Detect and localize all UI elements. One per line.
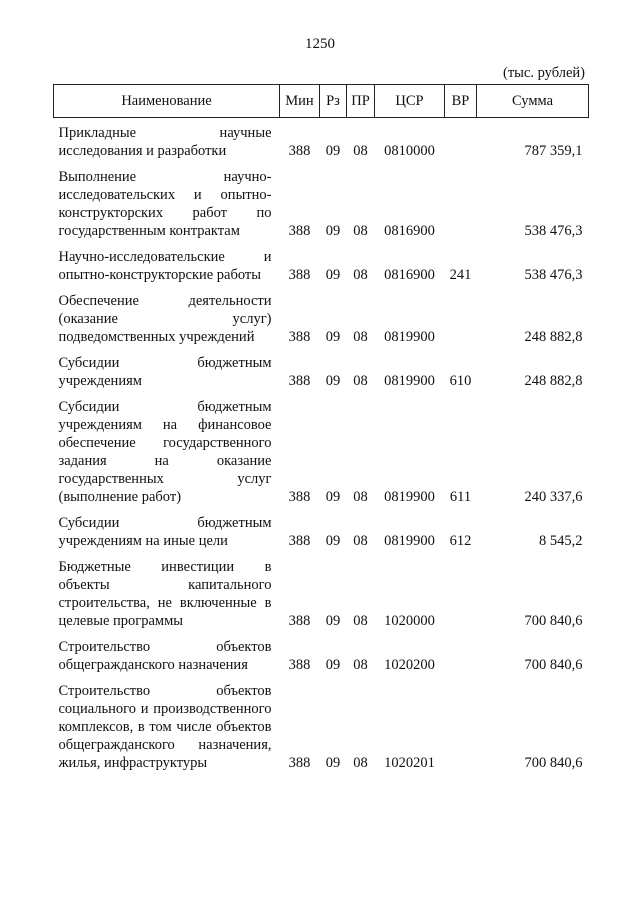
row-sum: 538 476,3 xyxy=(524,223,583,239)
row-pr: 08 xyxy=(353,223,368,239)
table-row xyxy=(54,348,589,392)
row-vr xyxy=(445,632,477,676)
row-csr: 0819900 xyxy=(384,533,435,549)
table-row xyxy=(54,242,589,286)
row-csr: 1020000 xyxy=(384,613,435,629)
row-vr xyxy=(445,162,477,242)
row-name: Строительство объектов общегражданского назначения xyxy=(58,639,272,673)
row-rz: 09 xyxy=(325,489,341,505)
row-rz: 09 xyxy=(325,143,341,159)
header-vr: ВР xyxy=(445,85,477,118)
row-min: 388 xyxy=(288,329,311,345)
row-csr: 0819900 xyxy=(384,489,435,505)
row-min: 388 xyxy=(288,489,311,505)
row-rz: 09 xyxy=(325,223,341,239)
row-sum: 8 545,2 xyxy=(539,533,583,549)
table-row xyxy=(54,632,589,676)
table-row xyxy=(54,118,589,163)
row-name: Научно-исследовательские и опытно-конструкторские работы xyxy=(58,249,272,283)
table-header-row xyxy=(54,85,589,118)
row-sum: 700 840,6 xyxy=(524,657,583,673)
row-rz: 09 xyxy=(325,373,341,389)
row-csr: 0819900 xyxy=(384,329,435,345)
row-pr: 08 xyxy=(353,613,368,629)
row-vr: 241 xyxy=(449,267,472,283)
row-min: 388 xyxy=(288,267,311,283)
header-rz: Рз xyxy=(320,85,347,118)
row-vr xyxy=(445,118,477,163)
header-csr: ЦСР xyxy=(375,85,445,118)
table-row xyxy=(54,392,589,508)
row-name: Субсидии бюджетным учреждениям xyxy=(58,355,272,389)
row-name: Субсидии бюджетным учреждениям на финансовое обеспечение государственного задания на оказание государственных услуг (выполнение работ) xyxy=(58,399,272,505)
row-vr: 611 xyxy=(449,489,472,505)
row-name: Строительство объектов социального и производственного комплексов, в том числе объектов общегражданского назначения, жилья, инфраструктуры xyxy=(58,683,272,771)
row-sum: 787 359,1 xyxy=(524,143,583,159)
row-name: Бюджетные инвестиции в объекты капитального строительства, не включенные в целевые программы xyxy=(58,559,272,629)
table-row xyxy=(54,162,589,242)
row-pr: 08 xyxy=(353,143,368,159)
row-rz: 09 xyxy=(325,755,341,771)
row-csr: 0816900 xyxy=(384,223,435,239)
row-min: 388 xyxy=(288,223,311,239)
row-rz: 09 xyxy=(325,533,341,549)
row-vr xyxy=(445,676,477,774)
header-min: Мин xyxy=(280,85,320,118)
row-pr: 08 xyxy=(353,657,368,673)
row-name: Выполнение научно-исследовательских и опытно-конструкторских работ по государственным контрактам xyxy=(58,169,272,239)
row-sum: 700 840,6 xyxy=(524,755,583,771)
row-rz: 09 xyxy=(325,613,341,629)
row-name: Прикладные научные исследования и разработки xyxy=(58,125,272,159)
row-sum: 538 476,3 xyxy=(524,267,583,283)
table-row xyxy=(54,552,589,632)
row-min: 388 xyxy=(288,143,311,159)
row-pr: 08 xyxy=(353,267,368,283)
unit-note: (тыс. рублей) xyxy=(503,65,585,81)
page-number: 1250 xyxy=(305,36,335,52)
row-vr xyxy=(445,286,477,348)
row-csr: 1020200 xyxy=(384,657,435,673)
row-min: 388 xyxy=(288,533,311,549)
row-vr: 612 xyxy=(449,533,472,549)
header-pr: ПР xyxy=(347,85,375,118)
row-csr: 1020201 xyxy=(384,755,435,771)
budget-table xyxy=(53,84,589,774)
row-pr: 08 xyxy=(353,489,368,505)
row-sum: 700 840,6 xyxy=(524,613,583,629)
row-min: 388 xyxy=(288,373,311,389)
row-pr: 08 xyxy=(353,329,368,345)
row-csr: 0810000 xyxy=(384,143,435,159)
table-row xyxy=(54,676,589,774)
row-pr: 08 xyxy=(353,373,368,389)
row-min: 388 xyxy=(288,657,311,673)
row-sum: 248 882,8 xyxy=(524,373,583,389)
header-sum: Сумма xyxy=(477,85,589,118)
row-csr: 0819900 xyxy=(384,373,435,389)
row-name: Субсидии бюджетным учреждениям на иные цели xyxy=(58,515,272,549)
table-row xyxy=(54,508,589,552)
row-sum: 240 337,6 xyxy=(524,489,583,505)
row-pr: 08 xyxy=(353,533,368,549)
row-rz: 09 xyxy=(325,329,341,345)
row-name: Обеспечение деятельности (оказание услуг) подведомственных учреждений xyxy=(58,293,272,345)
row-rz: 09 xyxy=(325,267,341,283)
row-sum: 248 882,8 xyxy=(524,329,583,345)
table-row xyxy=(54,286,589,348)
row-vr xyxy=(445,552,477,632)
row-pr: 08 xyxy=(353,755,368,771)
row-vr: 610 xyxy=(449,373,472,389)
row-rz: 09 xyxy=(325,657,341,673)
header-name: Наименование xyxy=(54,85,280,118)
row-min: 388 xyxy=(288,755,311,771)
row-min: 388 xyxy=(288,613,311,629)
row-csr: 0816900 xyxy=(384,267,435,283)
